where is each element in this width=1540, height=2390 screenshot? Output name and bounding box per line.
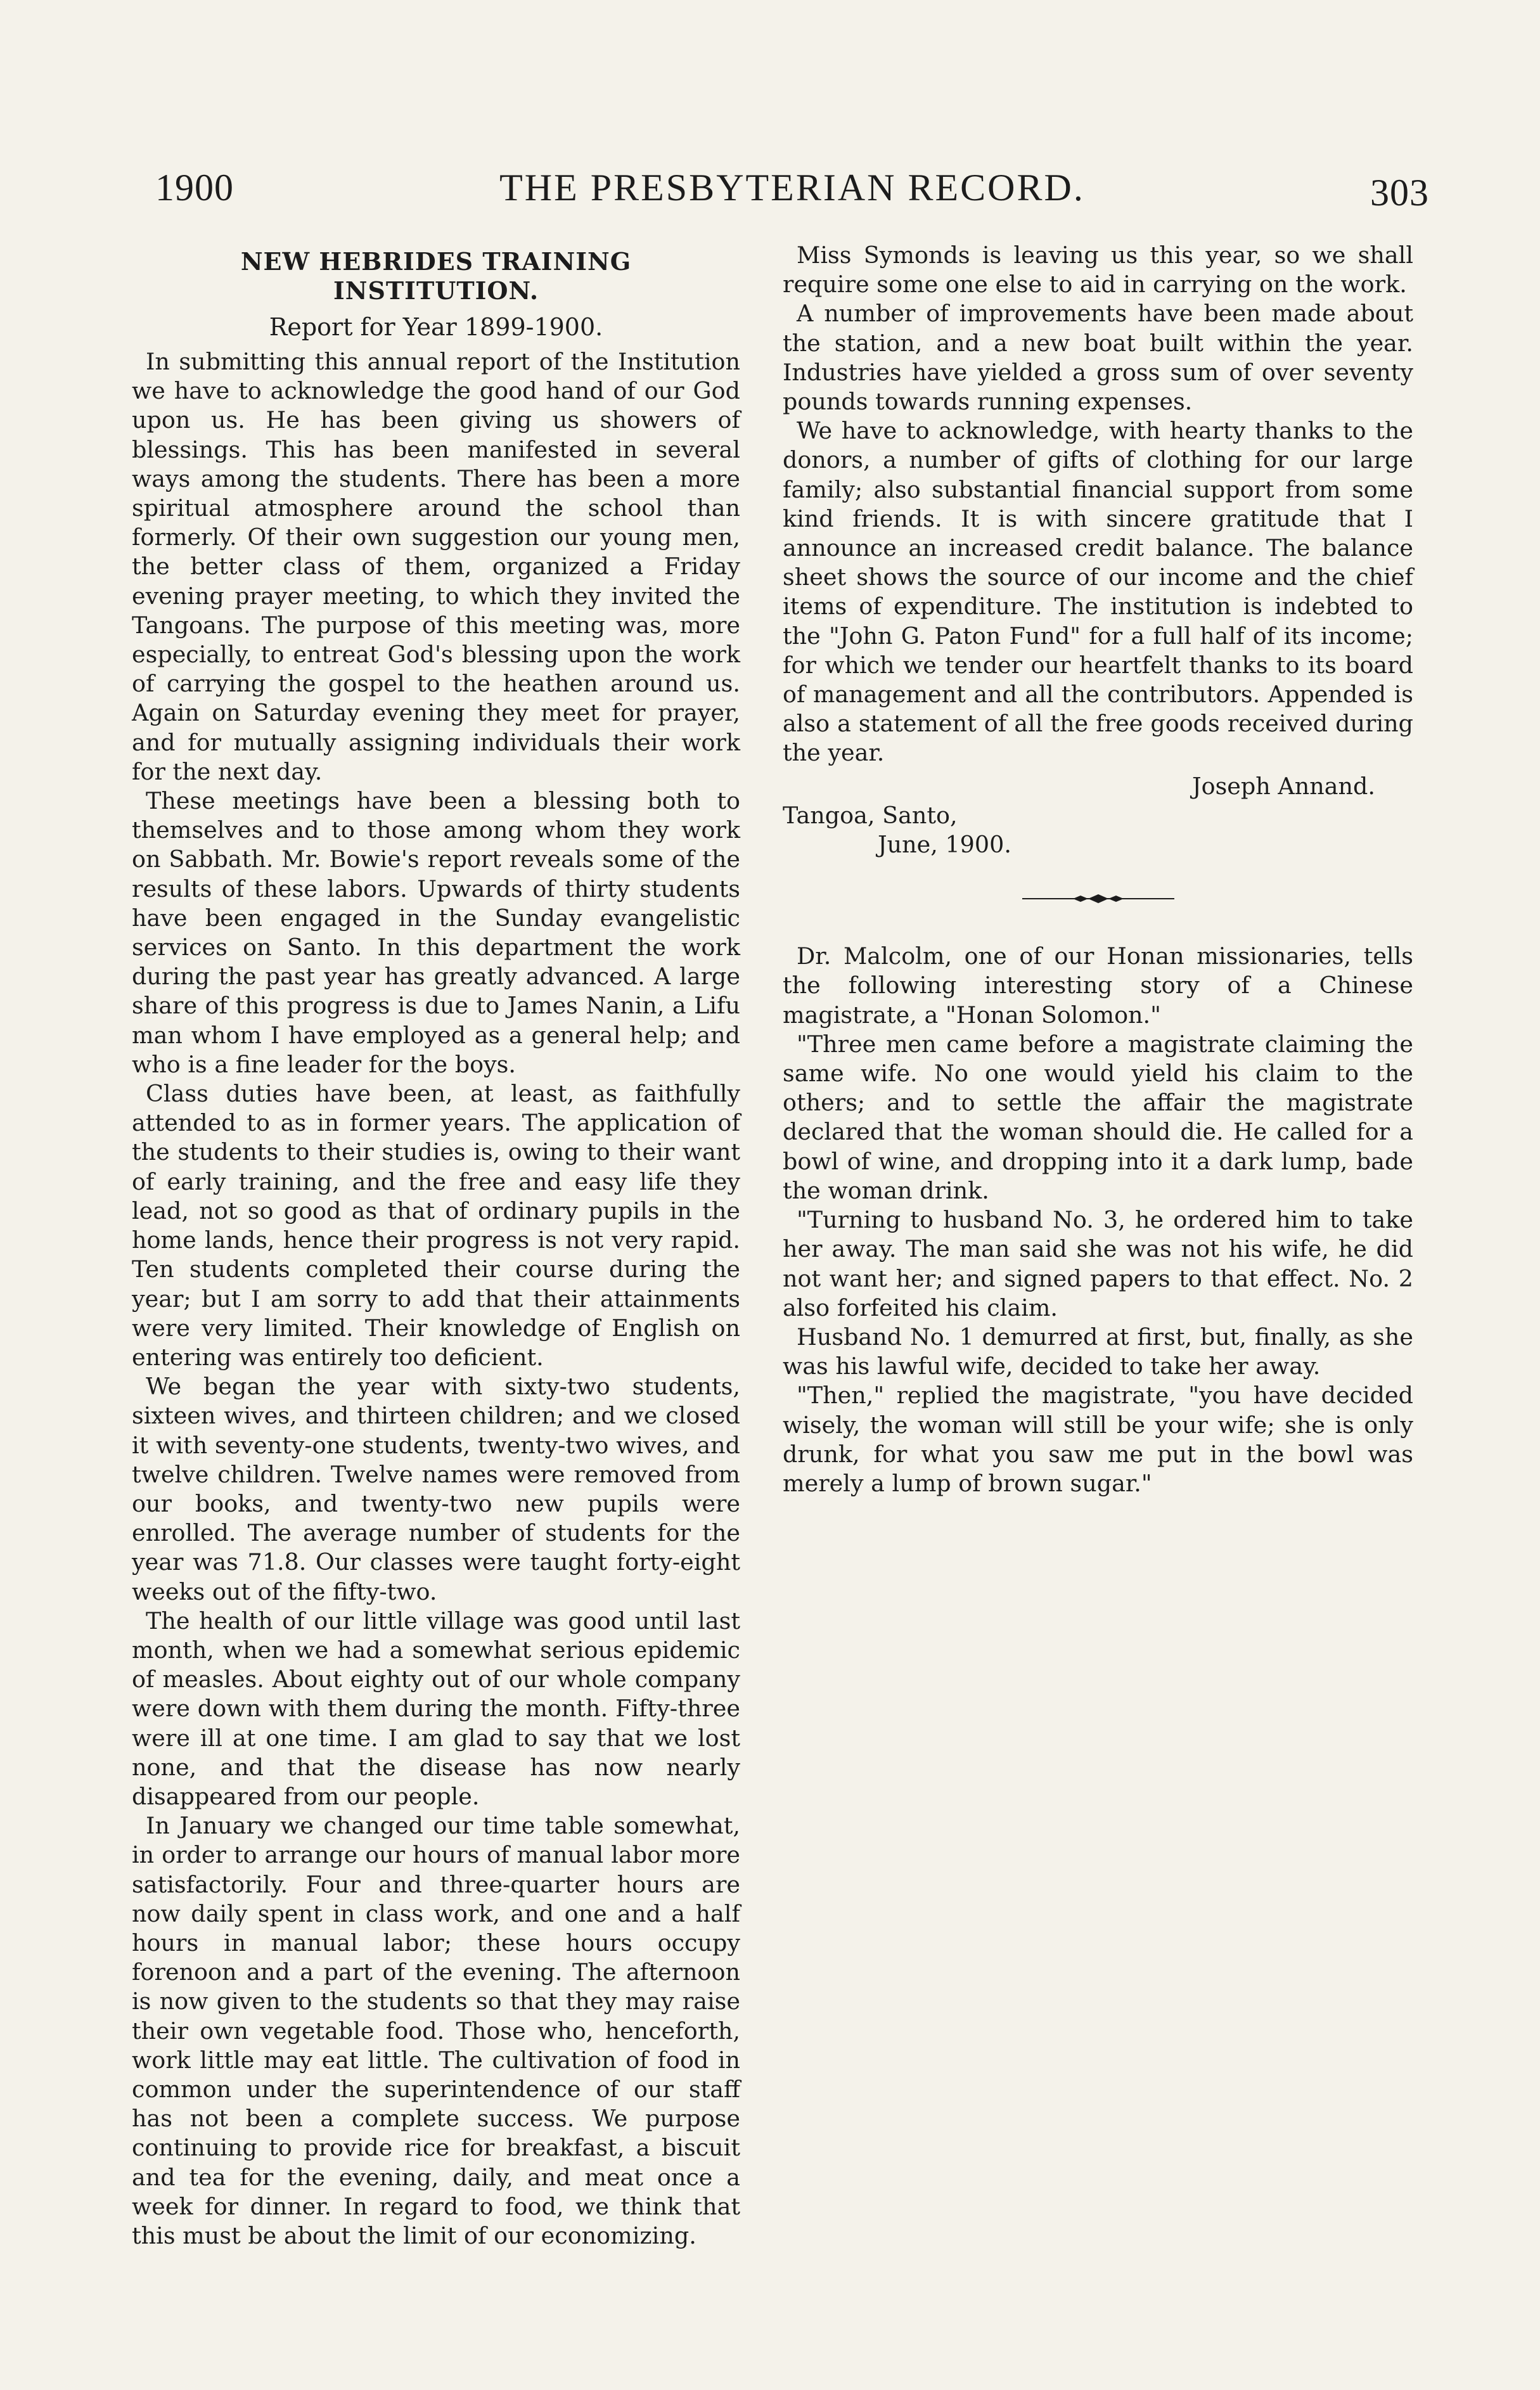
article-heading: NEW HEBRIDES TRAINING INSTITUTION. xyxy=(240,247,632,305)
paragraph: Miss Symonds is leaving us this year, so we shall require some one else to aid in carrying on the work. xyxy=(783,241,1413,299)
paragraph: Husband No. 1 demurred at first, but, finally, as she was his lawful wife, decided to take her away. xyxy=(783,1323,1413,1380)
paragraph: In submitting this annual report of the Institution we have to acknowledge the good hand of our God upon us. He has been giving us showers of blessings. This has been manifested in several ways among the students. There has been a more spiritual atmosphere around the school than formerly. Of their own suggestion our young men, the better class of them, organized a Friday evening prayer meeting, to which they invited the Tangoans. The purpose of this meeting was, more especially, to entreat God's blessing upon the work of carrying the gospel to the heathen around us. Again on Saturday evening they meet for prayer, and for mutually assigning individuals their work for the next day. xyxy=(132,348,740,785)
paragraph: Dr. Malcolm, one of our Honan missionaries, tells the following interesting story of a Chinese magistrate, a "Honan Solomon." xyxy=(783,942,1413,1029)
second-article xyxy=(783,942,1413,1498)
paragraph: In January we changed our time table somewhat, in order to arrange our hours of manual labor more satisfactorily. Four and three-quarter hours are now daily spent in class work, and one and a half hours in manual labor; these hours occupy forenoon and a part of the evening. The afternoon is now given to the students so that they may raise their own vegetable food. Those who, henceforth, work little may eat little. The cultivation of food in common under the superintendence of our staff has not been a complete success. We purpose continuing to provide rice for breakfast, a biscuit and tea for the evening, daily, and meat once a week for dinner. In regard to food, we think that this must be about the limit of our economizing. xyxy=(132,1812,740,2249)
paragraph: These meetings have been a blessing both to themselves and to those among whom they work on Sabbath. Mr. Bowie's report reveals some of the results of these labors. Upwards of thirty students have been engaged in the Sunday evangelistic services on Santo. In this department the work during the past year has greatly advanced. A large share of this progress is due to James Nanin, a Lifu man whom I have employed as a general help; and who is a fine leader for the boys. xyxy=(132,787,740,1078)
article-subheading: Report for Year 1899-1900. xyxy=(269,313,603,341)
paragraph: "Turning to husband No. 3, he ordered him to take her away. The man said she was not his wife, he did not want her; and signed papers to that effect. No. 2 also forfeited his claim. xyxy=(783,1206,1413,1321)
year: 1900 xyxy=(155,167,234,209)
paragraph: We began the year with sixty-two students, sixteen wives, and thirteen children; and we closed it with seventy-one students, twenty-two wives, and twelve children. Twelve names were removed from our books, and twenty-two new pupils were enrolled. The average number of students for the year was 71.8. Our classes were taught forty-eight weeks out of the fifty-two. xyxy=(132,1373,740,1605)
ornament-divider xyxy=(1022,892,1174,905)
page-number: 303 xyxy=(1370,172,1429,214)
paragraph: "Three men came before a magistrate claiming the same wife. No one would yield his claim to the others; and to settle the affair the magistrate declared that the woman should die. He called for a bowl of wine, and dropping into it a dark lump, bade the woman drink. xyxy=(783,1030,1413,1204)
signature: Joseph Annand. xyxy=(1191,772,1375,800)
paragraph: The health of our little village was good until last month, when we had a somewhat serious epidemic of measles. About eighty out of our whole company were down with them during the month. Fifty-three were ill at one time. I am glad to say that we lost none, and that the disease has now nearly disappeared from our people. xyxy=(132,1607,740,1810)
dateline-date: June, 1900. xyxy=(878,831,1011,859)
left-column xyxy=(132,241,740,2251)
right-column xyxy=(783,241,1413,1498)
page-header xyxy=(155,166,1429,217)
paragraph: A number of improvements have been made about the station, and a new boat built within the year. Industries have yielded a gross sum of over seventy pounds towards running expenses. xyxy=(783,300,1413,416)
dateline-place: Tangoa, Santo, xyxy=(783,801,958,829)
paragraph: "Then," replied the magistrate, "you have decided wisely, the woman will still be your wife; she is only drunk, for what you saw me put in the bowl was merely a lump of brown sugar." xyxy=(783,1382,1413,1497)
paragraph: We have to acknowledge, with hearty thanks to the donors, a number of gifts of clothing for our large family; also substantial financial support from some kind friends. It is with sincere gratitude that I announce an increased credit balance. The balance sheet shows the source of our income and the chief items of expenditure. The institution is indebted to the "John G. Paton Fund" for a full half of its income; for which we tender our heartfelt thanks to its board of management and all the contributors. Appended is also a statement of all the free goods received during the year. xyxy=(783,417,1413,767)
paragraph: Class duties have been, at least, as faithfully attended to as in former years. The application of the students to their studies is, owing to their want of early training, and the free and easy life they lead, not so good as that of ordinary pupils in the home lands, hence their progress is not very rapid. Ten students completed their course during the year; but I am sorry to add that their attainments were very limited. Their knowledge of English on entering was entirely too deficient. xyxy=(132,1080,740,1371)
journal-title: THE PRESBYTERIAN RECORD. xyxy=(499,167,1085,209)
